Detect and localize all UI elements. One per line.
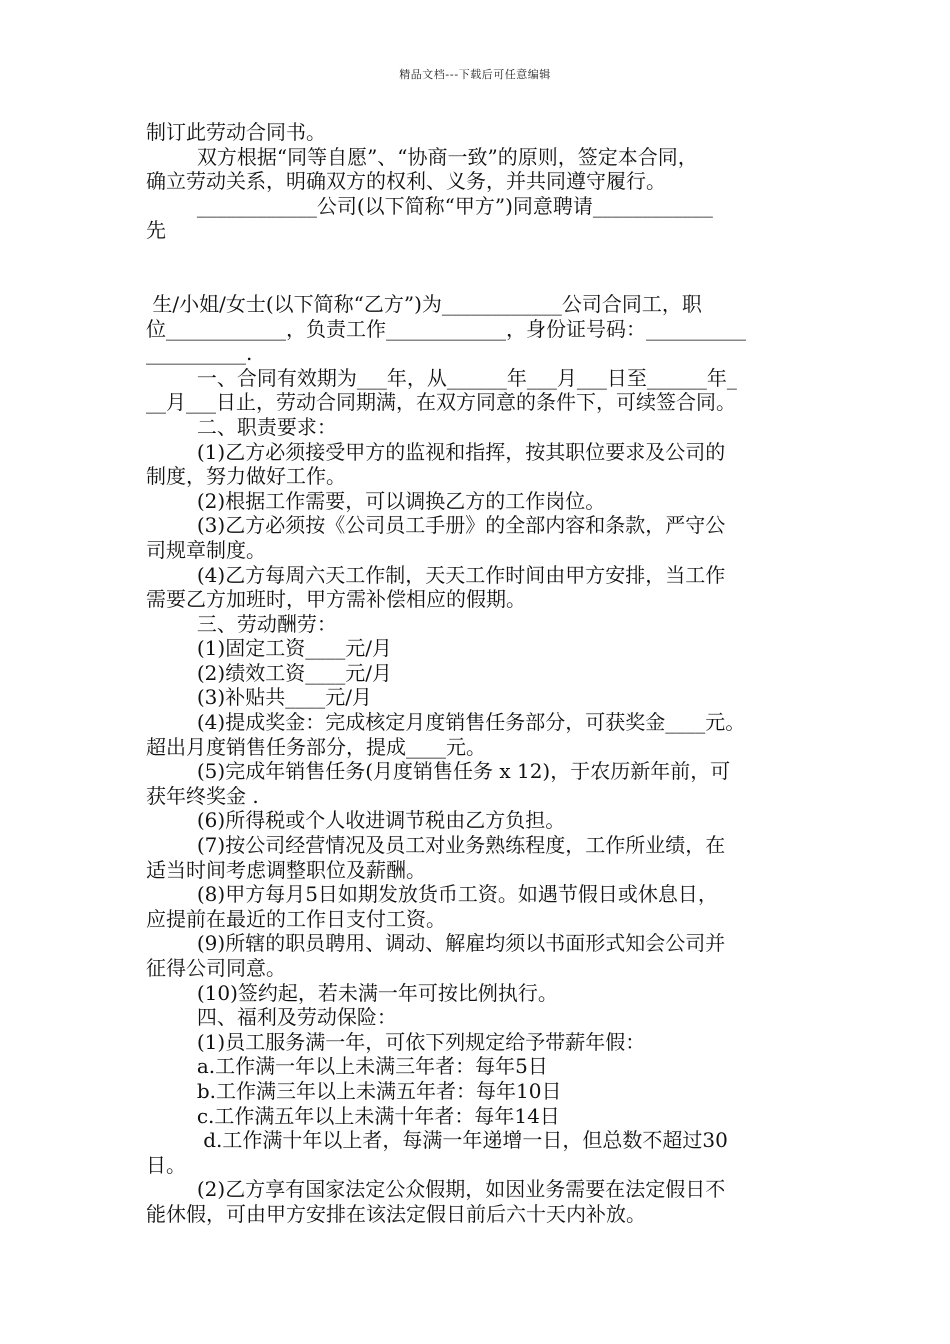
text-line: 征得公司同意。 [146,956,286,980]
text-line: __月___日止，劳动合同期满，在双方同意的条件下，可续签合同。 [146,390,736,415]
text-line: 需要乙方加班时，甲方需补偿相应的假期。 [146,587,526,612]
document-body [146,120,810,1227]
text-line: ____________公司(以下简称“甲方”)同意聘请____________ [146,193,713,218]
text-line: 获年终奖金 . [146,783,259,808]
text-line: (3)乙方必须按《公司员工手册》的全部内容和条款，严守公 [146,513,726,538]
text-line: 先 [146,218,166,243]
text-line: (8)甲方每月5日如期发放货币工资。如遇节假日或休息日， [146,882,718,907]
text-line: (4)乙方每周六天工作制，天天工作时间由甲方安排，当工作 [146,562,726,587]
text-line: (2)绩效工资____元/月 [146,660,392,685]
text-line: 超出月度销售任务部分，提成____元。 [146,734,486,759]
section-heading: 三、劳动酬劳： [146,611,337,636]
text-line: 应提前在最近的工作日支付工资。 [146,906,446,931]
text-line: 制度，努力做好工作。 [146,464,346,489]
text-line: b.工作满三年以上未满五年者：每年10日 [146,1078,562,1103]
page-header: 精品文档---下载后可任意编辑 [399,68,551,81]
text-line: (6)所得税或个人收进调节税由乙方负担。 [146,808,566,833]
text-line: (1)乙方必须接受甲方的监视和指挥，按其职位要求及公司的 [146,439,726,464]
text-line: 适当时间考虑调整职位及薪酬。 [146,857,426,882]
section-heading: 二、职责要求： [146,414,337,439]
text-line: __________. [146,341,253,366]
text-line: (5)完成年销售任务(月度销售任务 x 12)，于农历新年前，可 [146,759,731,784]
text-line: d.工作满十年以上者，每满一年递增一日，但总数不超过30 [146,1128,728,1153]
text-line: a.工作满一年以上未满三年者：每年5日 [146,1054,548,1079]
text-line: (2)乙方享有国家法定公众假期，如因业务需要在法定假日不 [146,1177,726,1202]
text-line: (1)员工服务满一年，可依下列规定给予带薪年假： [146,1029,646,1054]
text-line: c.工作满五年以上未满十年者：每年14日 [146,1103,560,1128]
text-line: (7)按公司经营情况及员工对业务熟练程度，工作所业绩，在 [146,833,726,858]
text-line: 生/小姐/女士(以下简称“乙方”)为____________公司合同工，职 [146,291,702,316]
text-line: 双方根据“同等自愿”、“协商一致”的原则，签定本合同， [146,144,698,169]
text-line: 一、合同有效期为___年，从______年___月___日至______年_ [146,365,737,390]
text-line: 司规章制度。 [146,537,266,562]
text-line: (9)所辖的职员聘用、调动、解雇均须以书面形式知会公司并 [146,931,726,956]
text-line: 能休假，可由甲方安排在该法定假日前后六十天内补放。 [146,1201,646,1226]
text-line: 位____________，负责工作____________，身份证号码：__________ [146,316,746,341]
text-line: (10)签约起，若未满一年可按比例执行。 [146,980,558,1005]
text-line: (3)补贴共____元/月 [146,685,372,710]
text-line: (1)固定工资____元/月 [146,636,392,661]
text-line: (4)提成奖金：完成核定月度销售任务部分，可获奖金____元。 [146,710,746,735]
blank-gap [146,243,810,292]
text-line: (2)根据工作需要，可以调换乙方的工作岗位。 [146,488,606,513]
text-line: 制订此劳动合同书。 [146,120,326,144]
text-line: 确立劳动关系，明确双方的权利、义务，并共同遵守履行。 [146,169,666,194]
text-line: 日。 [146,1152,186,1177]
section-heading: 四、福利及劳动保险： [146,1005,397,1030]
